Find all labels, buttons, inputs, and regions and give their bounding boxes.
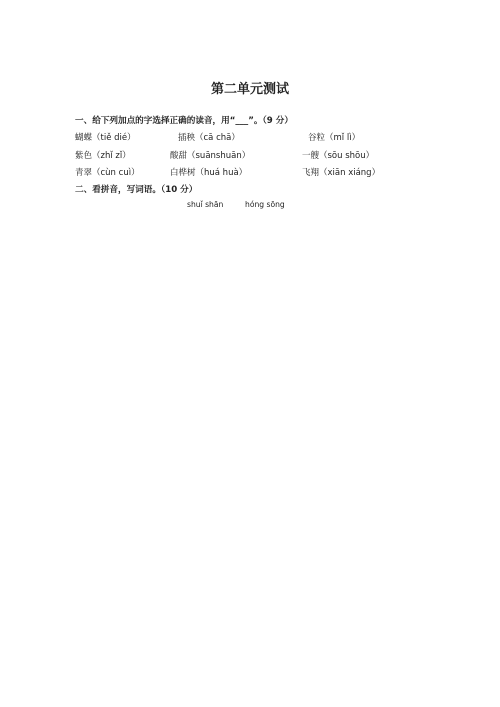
reading-item: 谷粒（mǐ lì） <box>308 133 361 143</box>
section-1-heading: 一、给下列加点的字选择正确的读音，用“___”。（9 分） <box>75 116 293 126</box>
reading-item: 飞翔（xiān xiáng） <box>302 168 381 178</box>
reading-item: 紫色（zhǐ zǐ） <box>75 151 131 161</box>
reading-item: 一艘（sōu shōu） <box>302 151 375 161</box>
section-2-heading: 二、看拼音，写词语。（10 分） <box>75 185 198 195</box>
reading-item: 蝴蝶（tiě dié） <box>75 133 136 143</box>
page-title: 第二单元测试 <box>210 82 289 97</box>
reading-item: 插秧（cā chā） <box>178 133 240 143</box>
reading-item: 青翠（cùn cuì） <box>75 168 140 178</box>
pinyin-label: shuǐ shān <box>187 200 224 209</box>
reading-item: 酸甜（suānshuān） <box>170 151 251 161</box>
pinyin-label: hóng sōng <box>245 200 285 209</box>
reading-item: 白桦树（huá huà） <box>170 168 248 178</box>
